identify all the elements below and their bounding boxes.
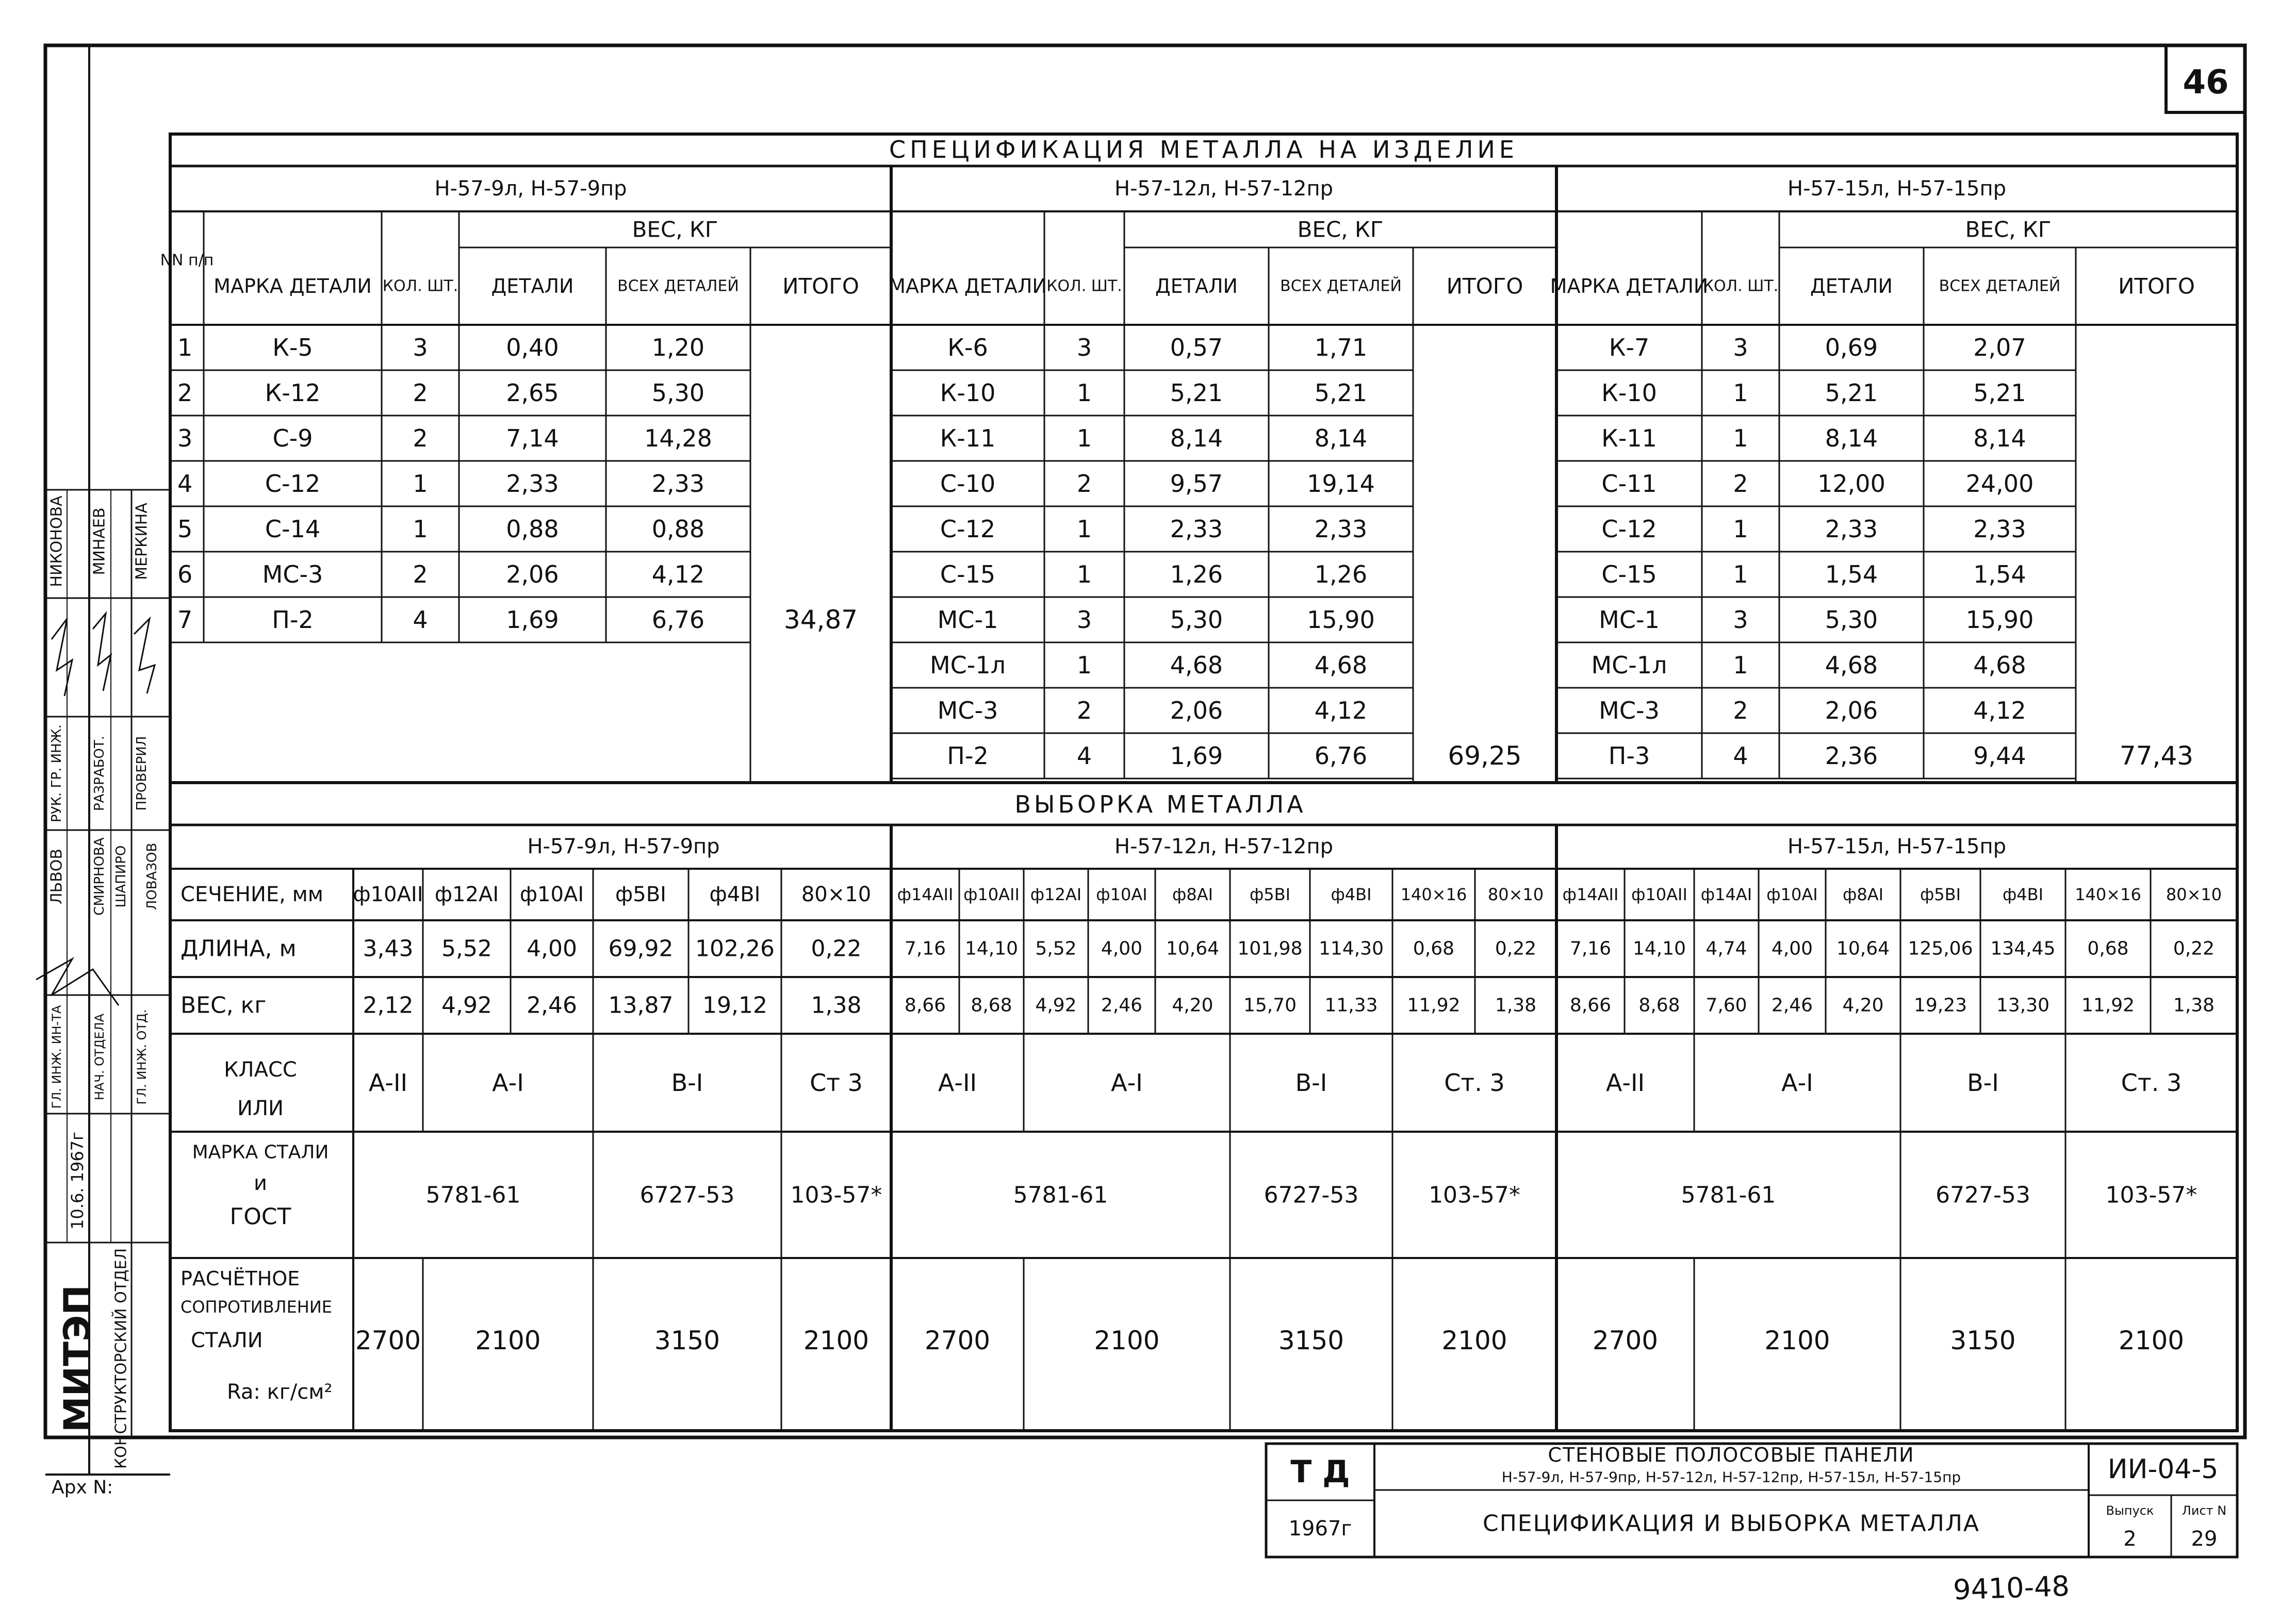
row-weight-all: 0,88: [651, 515, 705, 543]
row-weight-all: 1,71: [1314, 334, 1368, 361]
weight-value: 2,46: [1771, 995, 1813, 1016]
label-class: КЛАСС: [224, 1058, 297, 1082]
weight-value: 4,92: [441, 992, 492, 1019]
section-size: ф10АII: [963, 885, 1020, 904]
label-class-or: ИЛИ: [237, 1097, 284, 1120]
section-size: ф5ВI: [1249, 885, 1291, 904]
row-mark: С-11: [1601, 470, 1657, 498]
length-value: 0,68: [2087, 938, 2129, 959]
role-chief-engineer: ГЛ. ИНЖ. ИН-ТА: [50, 1005, 64, 1109]
section-size: ф8АI: [1172, 885, 1213, 904]
role-chief-dept-engineer: ГЛ. ИНЖ. ОТД.: [135, 1009, 149, 1105]
row-mark: К-11: [940, 424, 996, 452]
section-size: ф10АI: [1766, 885, 1818, 904]
steel-class: А-II: [1605, 1069, 1645, 1097]
weight-header: ВЕС, КГ: [632, 217, 718, 242]
weight-value: 8,68: [1638, 995, 1680, 1016]
col-total: ИТОГО: [782, 273, 859, 299]
length-value: 4,00: [1101, 938, 1143, 959]
selection-group-header: Н-57-15л, Н-57-15пр: [1787, 835, 2007, 858]
row-mark: МС-3: [1599, 697, 1660, 724]
row-weight-all: 4,12: [1314, 697, 1368, 724]
row-qty: 2: [1076, 470, 1092, 498]
length-value: 4,74: [1705, 938, 1747, 959]
selection-title: ВЫБОРКА МЕТАЛЛА: [1014, 790, 1306, 818]
name-merkina: МЕРКИНА: [133, 503, 151, 580]
steel-class: Ст. 3: [1444, 1069, 1505, 1097]
design-resistance: 2100: [1441, 1326, 1507, 1355]
row-weight: 2,33: [1825, 515, 1878, 543]
department: КОНСТРУКТОРСКИЙ ОТДЕЛ: [112, 1248, 130, 1469]
design-resistance: 2700: [924, 1326, 991, 1355]
gost-number: 103-57*: [1429, 1182, 1520, 1209]
section-size: ф4ВI: [2002, 885, 2044, 904]
length-value: 0,68: [1413, 938, 1455, 959]
design-resistance: 3150: [654, 1326, 720, 1355]
title-line-3: СПЕЦИФИКАЦИЯ И ВЫБОРКА МЕТАЛЛА: [1482, 1510, 1980, 1537]
weight-value: 8,68: [971, 995, 1012, 1016]
row-qty: 2: [1733, 697, 1748, 724]
row-weight: 1,69: [1170, 742, 1223, 770]
spec-title: СПЕЦИФИКАЦИЯ МЕТАЛЛА НА ИЗДЕЛИЕ: [889, 136, 1518, 163]
role-checker: ПРОВЕРИЛ: [134, 736, 150, 811]
row-weight: 5,21: [1825, 379, 1878, 407]
length-value: 0,22: [2173, 938, 2215, 959]
title-line-1: СТЕНОВЫЕ ПОЛОСОВЫЕ ПАНЕЛИ: [1548, 1444, 1915, 1466]
row-weight: 0,57: [1170, 334, 1223, 361]
row-qty: 2: [413, 379, 428, 407]
section-size: ф10АI: [1096, 885, 1147, 904]
row-weight-all: 1,54: [1973, 560, 2026, 588]
group-total: 77,43: [2119, 741, 2194, 771]
design-resistance: 2100: [2118, 1326, 2185, 1355]
row-number: 3: [177, 424, 193, 452]
section-size: ф14АI: [1700, 885, 1752, 904]
weight-value: 11,92: [2081, 995, 2135, 1016]
row-qty: 2: [1076, 697, 1092, 724]
steel-class: А-I: [492, 1069, 524, 1097]
row-mark: К-7: [1609, 334, 1650, 361]
row-mark: К-12: [265, 379, 321, 407]
steel-class: А-I: [1111, 1069, 1143, 1097]
gost-number: 6727-53: [639, 1182, 735, 1209]
col-mark: МАРКА ДЕТАЛИ: [889, 275, 1047, 297]
length-value: 4,00: [1771, 938, 1813, 959]
length-value: 114,30: [1319, 938, 1384, 959]
length-value: 10,64: [1166, 938, 1220, 959]
row-mark: К-11: [1601, 424, 1657, 452]
weight-value: 2,46: [527, 992, 577, 1019]
length-value: 14,10: [964, 938, 1019, 959]
row-number: 4: [177, 470, 193, 498]
section-size: 80×10: [801, 883, 872, 906]
row-qty: 1: [1076, 515, 1092, 543]
name-smirnova: СМИРНОВА: [92, 837, 107, 916]
length-value: 10,64: [1836, 938, 1890, 959]
design-resistance: 2100: [1764, 1326, 1830, 1355]
col-weight-detail: ДЕТАЛИ: [491, 275, 574, 297]
row-weight-all: 8,14: [1973, 424, 2026, 452]
row-weight: 1,26: [1170, 560, 1223, 588]
row-weight: 2,33: [506, 470, 559, 498]
role-developer: РАЗРАБОТ.: [92, 735, 107, 812]
row-weight-all: 5,21: [1314, 379, 1368, 407]
outer-frame: [45, 45, 2245, 1437]
row-weight-all: 6,76: [651, 606, 705, 634]
sheet-label: Лист N: [2182, 1503, 2227, 1518]
organization: МИТЭП: [56, 1285, 99, 1432]
row-mark: С-12: [265, 470, 321, 498]
row-mark: С-9: [272, 424, 313, 452]
length-value: 7,16: [904, 938, 946, 959]
group-total: 69,25: [1448, 741, 1522, 771]
col-nn: NN п/п: [160, 251, 214, 270]
row-weight-all: 5,21: [1973, 379, 2026, 407]
row-weight: 1,69: [506, 606, 559, 634]
section-size: ф10АII: [353, 883, 423, 906]
row-weight-all: 4,12: [651, 560, 705, 588]
td-mark: Т Д: [1290, 1454, 1350, 1490]
issue-number: 2: [2123, 1527, 2137, 1551]
section-size: 80×10: [2166, 885, 2222, 904]
row-qty: 1: [413, 515, 428, 543]
col-qty: КОЛ. ШТ.: [1046, 277, 1122, 295]
weight-value: 11,33: [1324, 995, 1378, 1016]
sheet-number: 46: [2183, 63, 2229, 102]
length-value: 69,92: [608, 935, 674, 962]
row-weight: 8,14: [1825, 424, 1878, 452]
section-size: ф12АI: [1030, 885, 1082, 904]
col-total: ИТОГО: [2118, 273, 2195, 299]
row-weight-all: 15,90: [1307, 606, 1375, 634]
row-weight-all: 8,14: [1314, 424, 1368, 452]
row-weight: 2,06: [506, 560, 559, 588]
row-weight: 2,65: [506, 379, 559, 407]
spec-group-header: Н-57-15л, Н-57-15пр: [1787, 177, 2007, 201]
row-weight-all: 19,14: [1307, 470, 1375, 498]
row-weight: 2,06: [1170, 697, 1223, 724]
row-mark: МС-3: [262, 560, 323, 588]
title-year: 1967г: [1288, 1517, 1352, 1541]
label-length: ДЛИНА, м: [181, 935, 297, 962]
gost-number: 5781-61: [425, 1182, 521, 1209]
row-weight-all: 24,00: [1965, 470, 2034, 498]
col-total: ИТОГО: [1446, 273, 1523, 299]
row-mark: МС-1л: [929, 651, 1006, 679]
col-qty: КОЛ. ШТ.: [382, 277, 458, 295]
row-weight: 5,21: [1170, 379, 1223, 407]
row-qty: 1: [1733, 560, 1748, 588]
name-lovazov: ЛОВАЗОВ: [144, 842, 160, 911]
weight-value: 1,38: [811, 992, 862, 1019]
gost-number: 6727-53: [1936, 1182, 2030, 1209]
row-qty: 4: [413, 606, 428, 634]
section-size: ф5ВI: [1920, 885, 1961, 904]
col-weight-detail: ДЕТАЛИ: [1155, 275, 1238, 297]
weight-value: 8,66: [904, 995, 946, 1016]
label-steel-grade: МАРКА СТАЛИ: [192, 1141, 329, 1163]
row-weight-all: 2,33: [1314, 515, 1368, 543]
row-qty: 1: [413, 470, 428, 498]
gost-number: 103-57*: [2105, 1182, 2197, 1209]
row-weight-all: 4,12: [1973, 697, 2026, 724]
weight-value: 8,66: [1569, 995, 1612, 1016]
spec-group-header: Н-57-12л, Н-57-12пр: [1114, 177, 1334, 201]
row-mark: С-12: [940, 515, 996, 543]
name-lvov: ЛЬВОВ: [47, 849, 66, 904]
row-mark: П-2: [272, 606, 314, 634]
row-weight-all: 5,30: [651, 379, 705, 407]
length-value: 0,22: [811, 935, 862, 962]
row-mark: МС-1: [937, 606, 998, 634]
selection-group-header: Н-57-9л, Н-57-9пр: [527, 835, 720, 858]
row-weight: 0,40: [506, 334, 559, 361]
row-weight-all: 2,33: [1973, 515, 2026, 543]
row-weight: 2,33: [1170, 515, 1223, 543]
length-value: 102,26: [695, 935, 775, 962]
row-number: 7: [177, 606, 193, 634]
row-number: 5: [177, 515, 193, 543]
row-qty: 1: [1076, 560, 1092, 588]
row-qty: 1: [1076, 379, 1092, 407]
row-number: 2: [177, 379, 193, 407]
row-weight: 2,36: [1825, 742, 1878, 770]
row-qty: 1: [1733, 651, 1748, 679]
row-weight-all: 9,44: [1973, 742, 2026, 770]
gost-number: 5781-61: [1013, 1182, 1108, 1209]
row-mark: П-3: [1608, 742, 1650, 770]
role-group-lead: РУК. ГР. ИНЖ.: [49, 724, 64, 822]
col-mark: МАРКА ДЕТАЛИ: [1550, 275, 1709, 297]
archive-label: Арх N:: [52, 1477, 113, 1498]
section-size: ф14АII: [1562, 885, 1619, 904]
row-qty: 1: [1076, 424, 1092, 452]
document-code: ИИ-04-5: [2107, 1454, 2219, 1485]
row-weight: 4,68: [1170, 651, 1223, 679]
row-mark: С-15: [940, 560, 996, 588]
steel-class: В-I: [1295, 1069, 1327, 1097]
row-weight-all: 6,76: [1314, 742, 1368, 770]
row-mark: МС-3: [937, 697, 998, 724]
label-and: и: [254, 1171, 267, 1195]
signature-2: [93, 614, 111, 691]
section-size: ф8АI: [1842, 885, 1884, 904]
row-weight: 5,30: [1170, 606, 1223, 634]
steel-class: В-I: [1967, 1069, 1999, 1097]
weight-value: 4,92: [1035, 995, 1077, 1016]
weight-header: ВЕС, КГ: [1297, 217, 1384, 242]
row-weight: 0,88: [506, 515, 559, 543]
row-weight-all: 15,90: [1965, 606, 2034, 634]
section-size: ф5ВI: [615, 883, 666, 906]
length-value: 4,00: [527, 935, 577, 962]
design-resistance: 2100: [1094, 1326, 1160, 1355]
row-qty: 1: [1733, 379, 1748, 407]
design-resistance: 2100: [803, 1326, 870, 1355]
row-qty: 3: [1076, 606, 1092, 634]
section-size: ф14АII: [897, 885, 954, 904]
length-value: 101,98: [1237, 938, 1303, 959]
weight-value: 2,12: [363, 992, 414, 1019]
row-mark: С-15: [1601, 560, 1657, 588]
weight-value: 19,23: [1913, 995, 1967, 1016]
weight-value: 4,20: [1172, 995, 1213, 1016]
label-weight: ВЕС, кг: [181, 992, 267, 1019]
section-size: ф4ВI: [1331, 885, 1372, 904]
gost-number: 103-57*: [790, 1182, 882, 1209]
design-resistance: 3150: [1950, 1326, 2016, 1355]
name-minaev: МИНАЕВ: [90, 507, 109, 575]
label-section: СЕЧЕНИЕ, мм: [181, 883, 323, 906]
issue-label: Выпуск: [2106, 1503, 2154, 1518]
label-gost: ГОСТ: [229, 1203, 291, 1230]
row-number: 1: [177, 334, 193, 361]
section-size: 80×10: [1487, 885, 1544, 904]
row-weight-all: 4,68: [1314, 651, 1368, 679]
row-weight-all: 4,68: [1973, 651, 2026, 679]
weight-header: ВЕС, КГ: [1965, 217, 2052, 242]
section-size: 140×16: [2075, 885, 2141, 904]
row-weight: 12,00: [1817, 470, 1885, 498]
row-qty: 1: [1733, 515, 1748, 543]
col-weight-all: ВСЕХ ДЕТАЛЕЙ: [1939, 277, 2061, 295]
length-value: 7,16: [1569, 938, 1612, 959]
steel-class: А-II: [368, 1069, 408, 1097]
row-mark: С-14: [265, 515, 321, 543]
signature-1: [52, 619, 72, 696]
length-value: 14,10: [1632, 938, 1686, 959]
row-weight: 7,14: [506, 424, 559, 452]
steel-class: А-I: [1781, 1069, 1813, 1097]
steel-class: Ст 3: [810, 1069, 863, 1097]
row-weight: 9,57: [1170, 470, 1223, 498]
row-weight-all: 1,20: [651, 334, 705, 361]
label-resistance-3: СТАЛИ: [191, 1329, 263, 1352]
section-size: ф4ВI: [709, 883, 761, 906]
row-mark: С-12: [1601, 515, 1657, 543]
weight-value: 1,38: [1495, 995, 1537, 1016]
selection-group-header: Н-57-12л, Н-57-12пр: [1114, 835, 1334, 858]
row-mark: МС-1л: [1591, 651, 1667, 679]
col-weight-all: ВСЕХ ДЕТАЛЕЙ: [1280, 277, 1402, 295]
length-value: 5,52: [441, 935, 492, 962]
row-qty: 2: [413, 424, 428, 452]
weight-value: 7,60: [1705, 995, 1747, 1016]
gost-number: 6727-53: [1264, 1182, 1359, 1209]
name-shapiro: ШАПИРО: [113, 845, 129, 908]
row-mark: П-2: [947, 742, 989, 770]
row-mark: К-6: [947, 334, 988, 361]
row-weight-all: 14,28: [644, 424, 712, 452]
section-size: ф12АI: [434, 883, 499, 906]
section-size: ф10АII: [1631, 885, 1687, 904]
row-weight-all: 2,33: [651, 470, 705, 498]
design-resistance: 2100: [475, 1326, 541, 1355]
stamp-date: 10.6. 1967г: [68, 1132, 87, 1230]
row-qty: 2: [413, 560, 428, 588]
col-qty: КОЛ. ШТ.: [1702, 277, 1779, 295]
section-size: ф10АI: [519, 883, 584, 906]
row-weight: 5,30: [1825, 606, 1878, 634]
row-qty: 4: [1733, 742, 1748, 770]
row-weight: 1,54: [1825, 560, 1878, 588]
title-line-2: Н-57-9л, Н-57-9пр, Н-57-12л, Н-57-12пр, Н-57-15л, Н-57-15пр: [1501, 1468, 1961, 1486]
design-resistance: 2700: [355, 1326, 421, 1355]
row-mark: МС-1: [1599, 606, 1660, 634]
label-resistance-2: СОПРОТИВЛЕНИЕ: [181, 1297, 333, 1317]
spec-group-header: Н-57-9л, Н-57-9пр: [434, 177, 627, 201]
row-weight: 0,69: [1825, 334, 1878, 361]
row-qty: 3: [413, 334, 428, 361]
row-qty: 3: [1076, 334, 1092, 361]
weight-value: 2,46: [1101, 995, 1143, 1016]
row-mark: К-10: [940, 379, 996, 407]
label-resistance-4: Ra: кг/см²: [227, 1380, 333, 1404]
row-mark: К-10: [1601, 379, 1657, 407]
col-weight-detail: ДЕТАЛИ: [1810, 275, 1893, 297]
row-weight: 2,06: [1825, 697, 1878, 724]
weight-value: 1,38: [2173, 995, 2215, 1016]
length-value: 125,06: [1908, 938, 1973, 959]
length-value: 5,52: [1035, 938, 1077, 959]
weight-value: 15,70: [1243, 995, 1297, 1016]
length-value: 134,45: [1990, 938, 2056, 959]
steel-class: В-I: [671, 1069, 703, 1097]
archive-number: 9410-48: [1953, 1569, 2070, 1607]
steel-class: А-II: [938, 1069, 977, 1097]
row-qty: 3: [1733, 606, 1748, 634]
row-qty: 2: [1733, 470, 1748, 498]
role-dept-head: НАЧ. ОТДЕЛА: [92, 1013, 107, 1101]
length-value: 3,43: [363, 935, 414, 962]
row-mark: К-5: [272, 334, 313, 361]
section-size: 140×16: [1400, 885, 1467, 904]
label-resistance-1: РАСЧЁТНОЕ: [181, 1267, 300, 1290]
row-mark: С-10: [940, 470, 996, 498]
weight-value: 4,20: [1842, 995, 1884, 1016]
row-weight: 4,68: [1825, 651, 1878, 679]
weight-value: 13,30: [1996, 995, 2050, 1016]
signature-4: [36, 959, 119, 1005]
col-mark: МАРКА ДЕТАЛИ: [214, 275, 372, 297]
row-qty: 3: [1733, 334, 1748, 361]
design-resistance: 3150: [1278, 1326, 1344, 1355]
weight-value: 13,87: [608, 992, 674, 1019]
row-weight-all: 2,07: [1973, 334, 2026, 361]
row-qty: 1: [1076, 651, 1092, 679]
weight-value: 19,12: [702, 992, 767, 1019]
group-total: 34,87: [783, 605, 858, 635]
row-weight: 8,14: [1170, 424, 1223, 452]
signature-3: [134, 619, 155, 693]
row-weight-all: 1,26: [1314, 560, 1368, 588]
length-value: 0,22: [1495, 938, 1537, 959]
sheet-in-issue: 29: [2191, 1527, 2218, 1551]
weight-value: 11,92: [1407, 995, 1461, 1016]
row-number: 6: [177, 560, 193, 588]
gost-number: 5781-61: [1681, 1182, 1776, 1209]
row-qty: 1: [1733, 424, 1748, 452]
col-weight-all: ВСЕХ ДЕТАЛЕЙ: [617, 277, 739, 295]
design-resistance: 2700: [1592, 1326, 1659, 1355]
steel-class: Ст. 3: [2121, 1069, 2182, 1097]
row-qty: 4: [1076, 742, 1092, 770]
name-nikonova: НИКОНОВА: [47, 495, 66, 587]
